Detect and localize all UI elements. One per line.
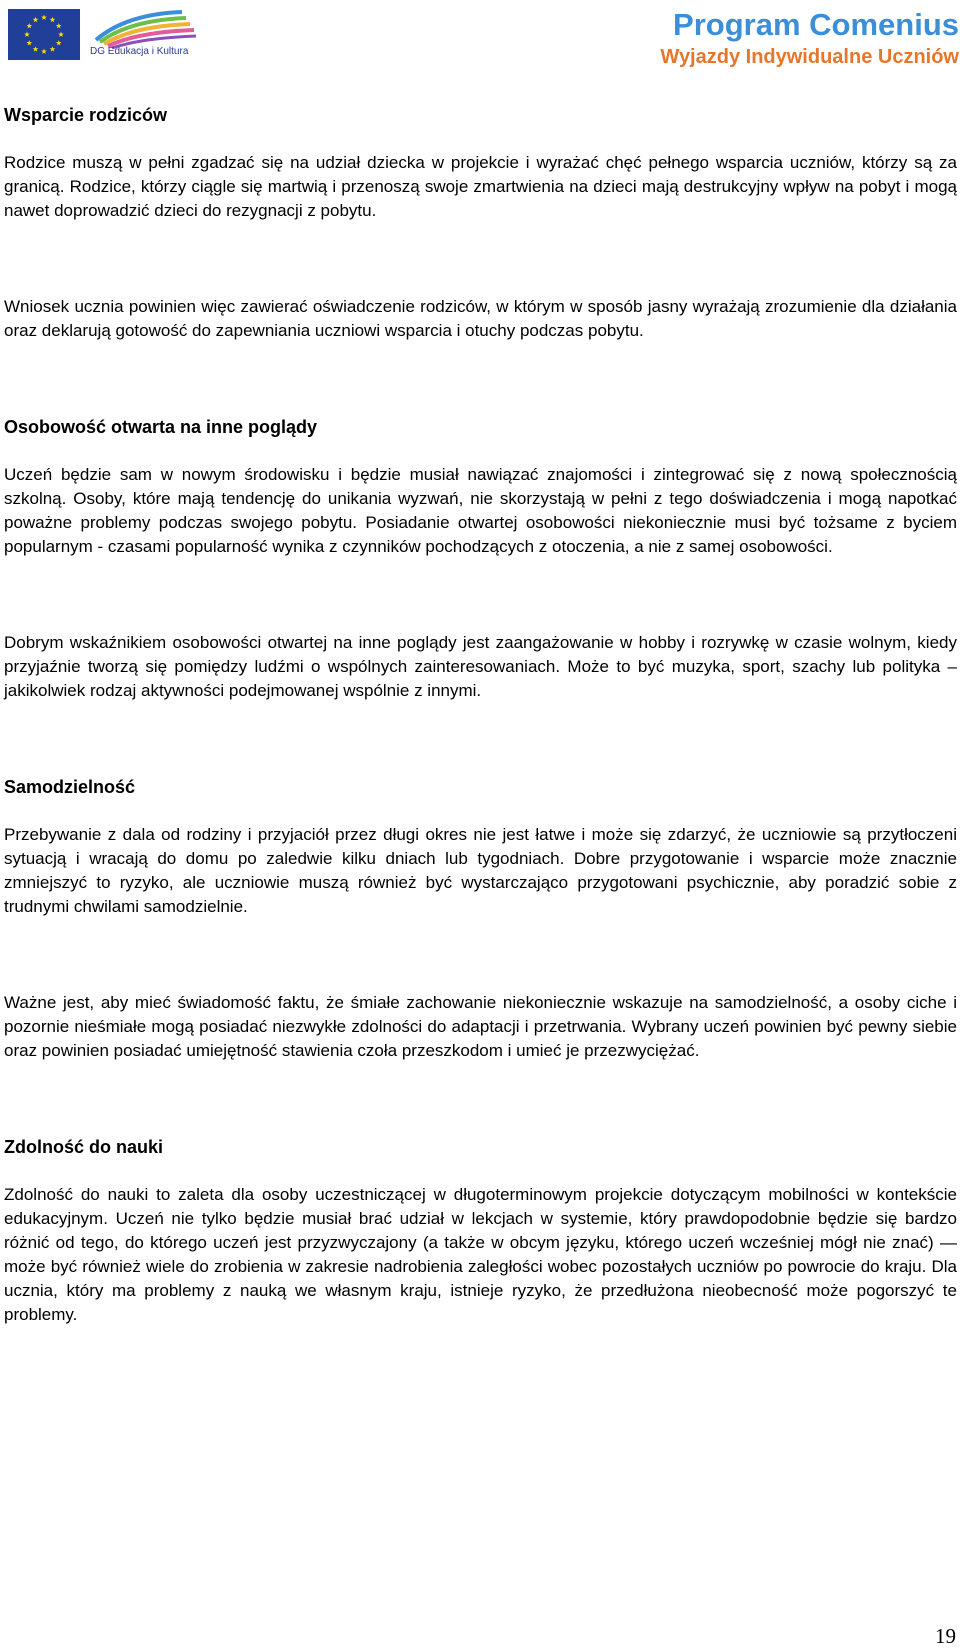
page-number: 19 — [935, 1624, 956, 1648]
paragraph: Zdolność do nauki to zaleta dla osoby uczestniczącej w długoterminowym projekcie dotyczącym mobilności w kontekście edukacyjnym. Uczeń nie tylko będzie musiał brać udział w lekcjach w systemie, który prawdopodobnie będzie się bardzo różnić od tego, do którego uczeń jest przyzwyczajony (a także w obcym języku, którego uczeń wcześniej mógł nie znać) — może być również wiele do zrobienia w zakresie nadrobienia zaległości wobec pozostałych uczniów po powrocie do kraju. Dla ucznia, który ma problemy z nauką we własnym kraju, istnieje ryzyko, że przedłużona nieobecność może pogorszyć te problemy. — [4, 1185, 957, 1324]
paragraph: Wniosek ucznia powinien więc zawierać oświadczenie rodziców, w którym w sposób jasny wyrażają zrozumienie dla działania oraz deklarują gotowość do zapewniania uczniowi wsparcia i otuchy podczas pobytu. — [4, 297, 957, 340]
section-heading: Zdolność do nauki — [4, 1137, 164, 1157]
paragraph: Dobrym wskaźnikiem osobowości otwartej na inne poglądy jest zaangażowanie w hobby i rozrywkę w czasie wolnym, kiedy przyjaźnie tworzą się pomiędzy ludźmi o wspólnych zainteresowaniach. Może to być muzyka, sport, szachy lub polityka – jakikolwiek rodzaj aktywności podejmowanej wspólnie z innymi. — [4, 633, 957, 700]
document-body — [4, 103, 957, 1327]
page-header — [0, 0, 960, 80]
program-subtitle: Wyjazdy Indywidualne Uczniów — [660, 46, 959, 68]
program-title: Program Comenius — [673, 7, 959, 42]
paragraph: Uczeń będzie sam w nowym środowisku i będzie musiał nawiązać znajomości i zintegrować się z nową społecznością szkolną. Osoby, które mają tendencję do unikania wyzwań, nie skorzystają w pełni z tego doświadczenia i mogą napotkać poważne problemy podczas swojego pobytu. Posiadanie otwartej osobowości niekoniecznie musi być tożsame z byciem popularnym - czasami popularność wynika z czynników pochodzących z otoczenia, a nie z samej osobowości. — [4, 465, 957, 556]
eu-flag-logo — [8, 9, 80, 60]
section-heading: Osobowość otwarta na inne poglądy — [4, 417, 318, 437]
logo-caption: DG Edukacja i Kultura — [90, 46, 189, 57]
paragraph: Rodzice muszą w pełni zgadzać się na udział dziecka w projekcie i wyrażać chęć pełnego wsparcia uczniów, którzy są za granicą. Rodzice, którzy ciągle się martwią i przenoszą swoje zmartwienia na dzieci mają destrukcyjny wpływ na pobyt i mogą nawet doprowadzić dzieci do rezygnacji z pobytu. — [4, 153, 957, 220]
section-heading: Wsparcie rodziców — [4, 105, 168, 125]
paragraph: Przebywanie z dala od rodziny i przyjaciół przez długi okres nie jest łatwe i może się zdarzyć, że uczniowie są przytłoczeni sytuacją i wracają do domu po zaledwie kilku dniach lub tygodniach. Dobre przygotowanie i wsparcie może znacznie zmniejszyć to ryzyko, ale uczniowie muszą również być wystarczająco przygotowani psychicznie, aby poradzić sobie z trudnymi chwilami samodzielnie. — [4, 825, 957, 916]
section-heading: Samodzielność — [4, 777, 136, 797]
paragraph: Ważne jest, aby mieć świadomość faktu, że śmiałe zachowanie niekoniecznie wskazuje na samodzielność, a osoby ciche i pozornie nieśmiałe mogą posiadać niezwykłe zdolności do adaptacji i przetrwania. Wybrany uczeń powinien być pewny siebie oraz powinien posiadać umiejętność stawienia czoła przeszkodom i umieć je przezwyciężać. — [4, 993, 957, 1060]
